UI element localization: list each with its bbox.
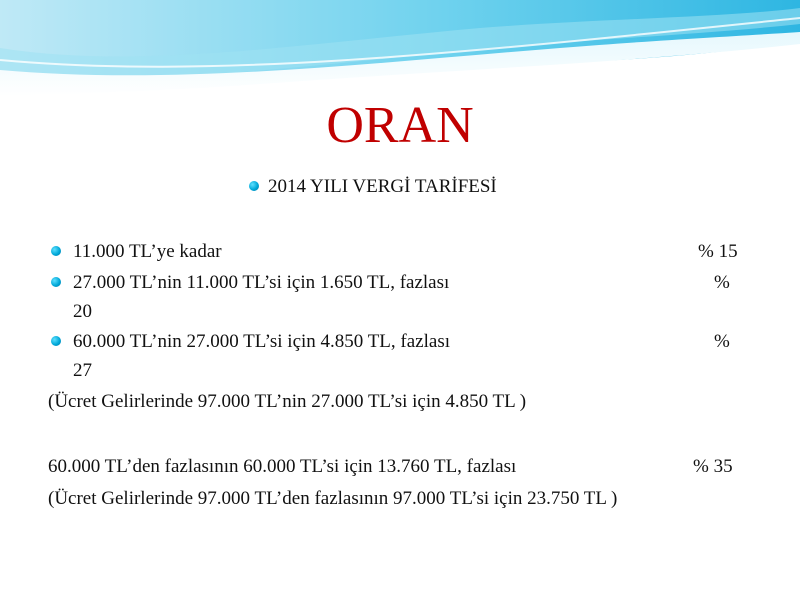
tax-bracket-2-rate-value: 20: [73, 301, 92, 322]
bullet-icon: [51, 336, 61, 346]
header-wave-decoration: [0, 0, 800, 110]
bullet-icon: [51, 246, 61, 256]
tax-bracket-4-rate: % 35: [693, 456, 733, 477]
tax-bracket-2-text: 27.000 TL’nin 11.000 TL’si için 1.650 TL, fazlası: [73, 272, 450, 293]
tax-bracket-2-rate-symbol: %: [714, 272, 730, 293]
subtitle-text: 2014 YILI VERGİ TARİFESİ: [268, 176, 497, 197]
tax-bracket-3-rate-symbol: %: [714, 331, 730, 352]
tax-bracket-4-text: 60.000 TL’den fazlasının 60.000 TL’si için 13.760 TL, fazlası: [48, 456, 517, 477]
wage-income-note-2: (Ücret Gelirlerinde 97.000 TL’den fazlasının 97.000 TL’si için 23.750 TL ): [48, 488, 618, 509]
tax-bracket-3-text: 60.000 TL’nin 27.000 TL’si için 4.850 TL, fazlası: [73, 331, 450, 352]
wage-income-note-1: (Ücret Gelirlerinde 97.000 TL’nin 27.000 TL’si için 4.850 TL ): [48, 391, 527, 412]
tax-bracket-3-rate-value: 27: [73, 360, 92, 381]
tax-bracket-1-rate: % 15: [698, 241, 738, 262]
tax-bracket-1-text: 11.000 TL’ye kadar: [73, 241, 222, 262]
bullet-icon: [249, 181, 259, 191]
slide-title: ORAN: [326, 97, 474, 154]
bullet-icon: [51, 277, 61, 287]
